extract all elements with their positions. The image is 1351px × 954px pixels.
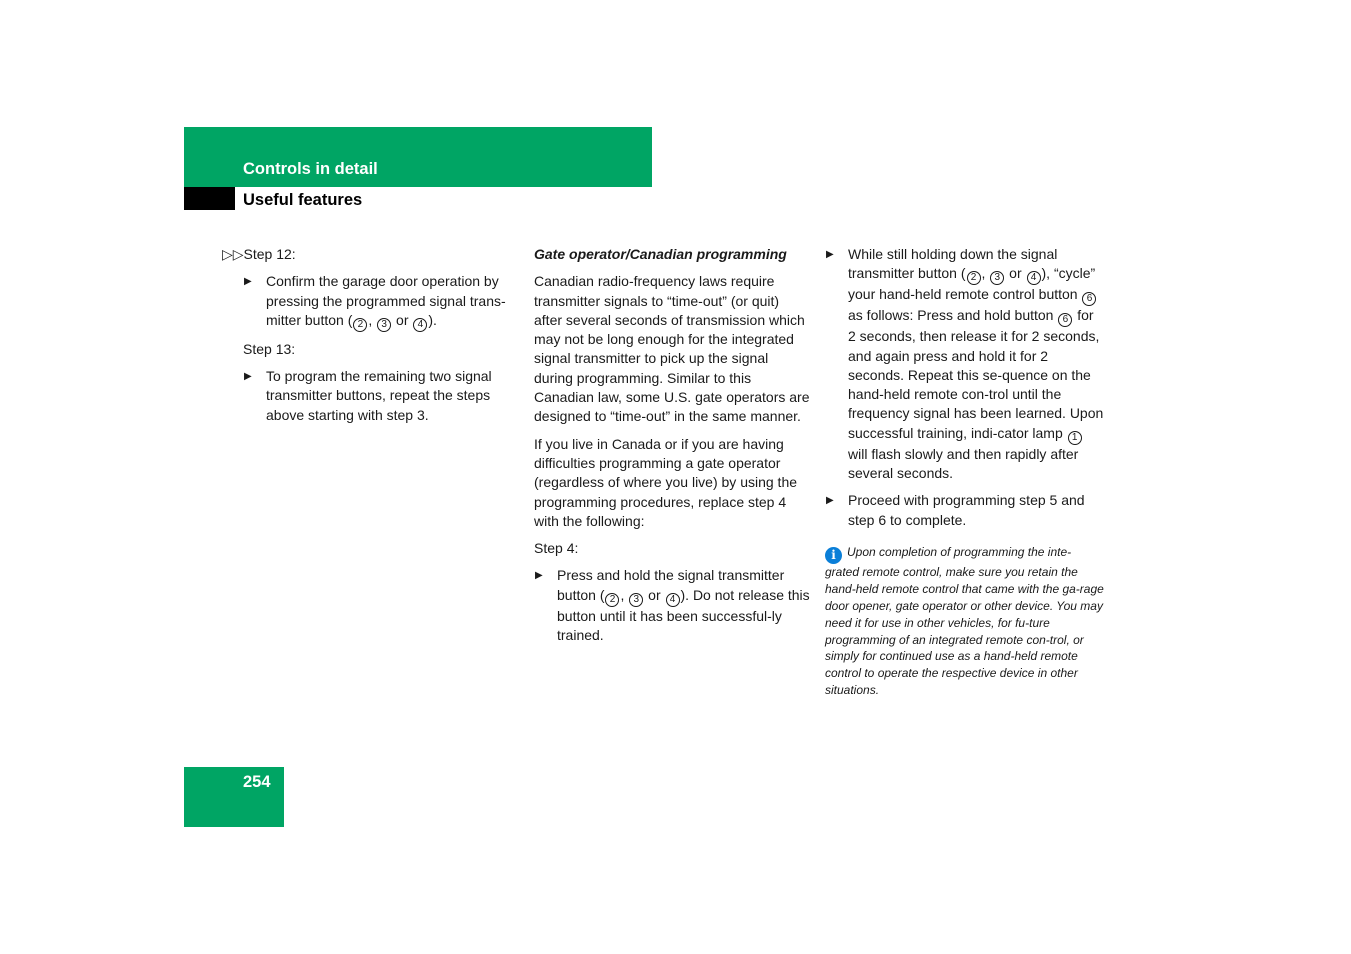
circled-number-icon: 2 bbox=[353, 318, 367, 332]
bullet-proceed: ▶ Proceed with programming step 5 and step 6 to complete. bbox=[826, 492, 1085, 528]
bullet-confirm-operation: ▶ Confirm the garage door operation by pressing the programmed signal trans-mitter button ( 2 , 3 or 4 ). bbox=[244, 273, 506, 330]
section-tab-marker bbox=[184, 187, 235, 210]
circled-number-icon: 6 bbox=[1082, 292, 1096, 306]
circled-number-icon: 6 bbox=[1058, 313, 1072, 327]
bullet-arrow-icon: ▶ bbox=[244, 276, 252, 288]
step-label: Step 13: bbox=[243, 340, 296, 357]
circled-number-icon: 1 bbox=[1068, 431, 1082, 445]
circled-number-icon: 2 bbox=[967, 271, 981, 285]
bullet-arrow-icon: ▶ bbox=[826, 495, 834, 507]
column-right bbox=[825, 245, 1105, 699]
column-middle bbox=[534, 245, 810, 653]
step-label: Step 4: bbox=[534, 540, 579, 557]
continued-step-label: ▷▷Step 12: bbox=[222, 246, 296, 262]
circled-number-icon: 2 bbox=[605, 593, 619, 607]
section-heading: Gate operator/Canadian programming bbox=[534, 246, 787, 262]
circled-number-icon: 3 bbox=[990, 271, 1004, 285]
circled-number-icon: 3 bbox=[629, 593, 643, 607]
paragraph: If you live in Canada or if you are having difficulties programming a gate operator (regardless of where you live) by using the programming procedures, replace step 4 with the following: bbox=[534, 435, 798, 529]
bullet-press-hold: ▶ Press and hold the signal transmitter button ( 2 , 3 or 4 ). Do not release this button until it has been successful-ly trained. bbox=[535, 567, 810, 644]
paragraph: Canadian radio-frequency laws require transmitter signals to “time-out” (or quit) after several seconds of transmission which may not be long enough for the integrated signal transmitter to pick up the signal during programming. Similar to this Canadian law, some U.S. gate operators are designed to “time-out” in the same manner. bbox=[534, 273, 810, 425]
bullet-cycle-remote: ▶ While still holding down the signal transmitter button ( 2 , 3 or 4 ), “cycle” your hand-held remote control button 6 as follows: Press and hold button 6 for 2 seconds, then release it for 2 seconds, and again press and hold it for 2 seconds. Repeat this se-quence on the hand-held remote con-trol until the frequency signal has been learned. Upon successful training, indi-cator lamp 1 will flash slowly and then rapidly after several seconds. bbox=[826, 246, 1104, 482]
page-number: 254 bbox=[243, 773, 271, 791]
subsection-title: Useful features bbox=[243, 191, 363, 209]
info-note bbox=[825, 544, 1105, 699]
info-icon: i bbox=[825, 547, 842, 564]
bullet-program-remaining: ▶ To program the remaining two signal transmitter buttons, repeat the steps above starting with step 3. bbox=[244, 368, 492, 423]
circled-number-icon: 4 bbox=[666, 593, 680, 607]
bullet-arrow-icon: ▶ bbox=[244, 371, 252, 383]
section-title: Controls in detail bbox=[243, 160, 378, 178]
bullet-arrow-icon: ▶ bbox=[826, 249, 834, 260]
column-left bbox=[222, 245, 520, 433]
circled-number-icon: 3 bbox=[377, 318, 391, 332]
info-note-text: Upon completion of programming the inte-grated remote control, make sure you retain the hand-held remote control that came with the ga-rage door opener, gate operator or other device. You may need it for use in other vehicles, for fu-ture programming of an integrated remote con-trol, or simply for continued use as a hand-held remote control to operate the respective device in other situations. bbox=[825, 544, 1104, 698]
circled-number-icon: 4 bbox=[413, 318, 427, 332]
bullet-arrow-icon: ▶ bbox=[535, 570, 543, 582]
circled-number-icon: 4 bbox=[1027, 271, 1041, 285]
